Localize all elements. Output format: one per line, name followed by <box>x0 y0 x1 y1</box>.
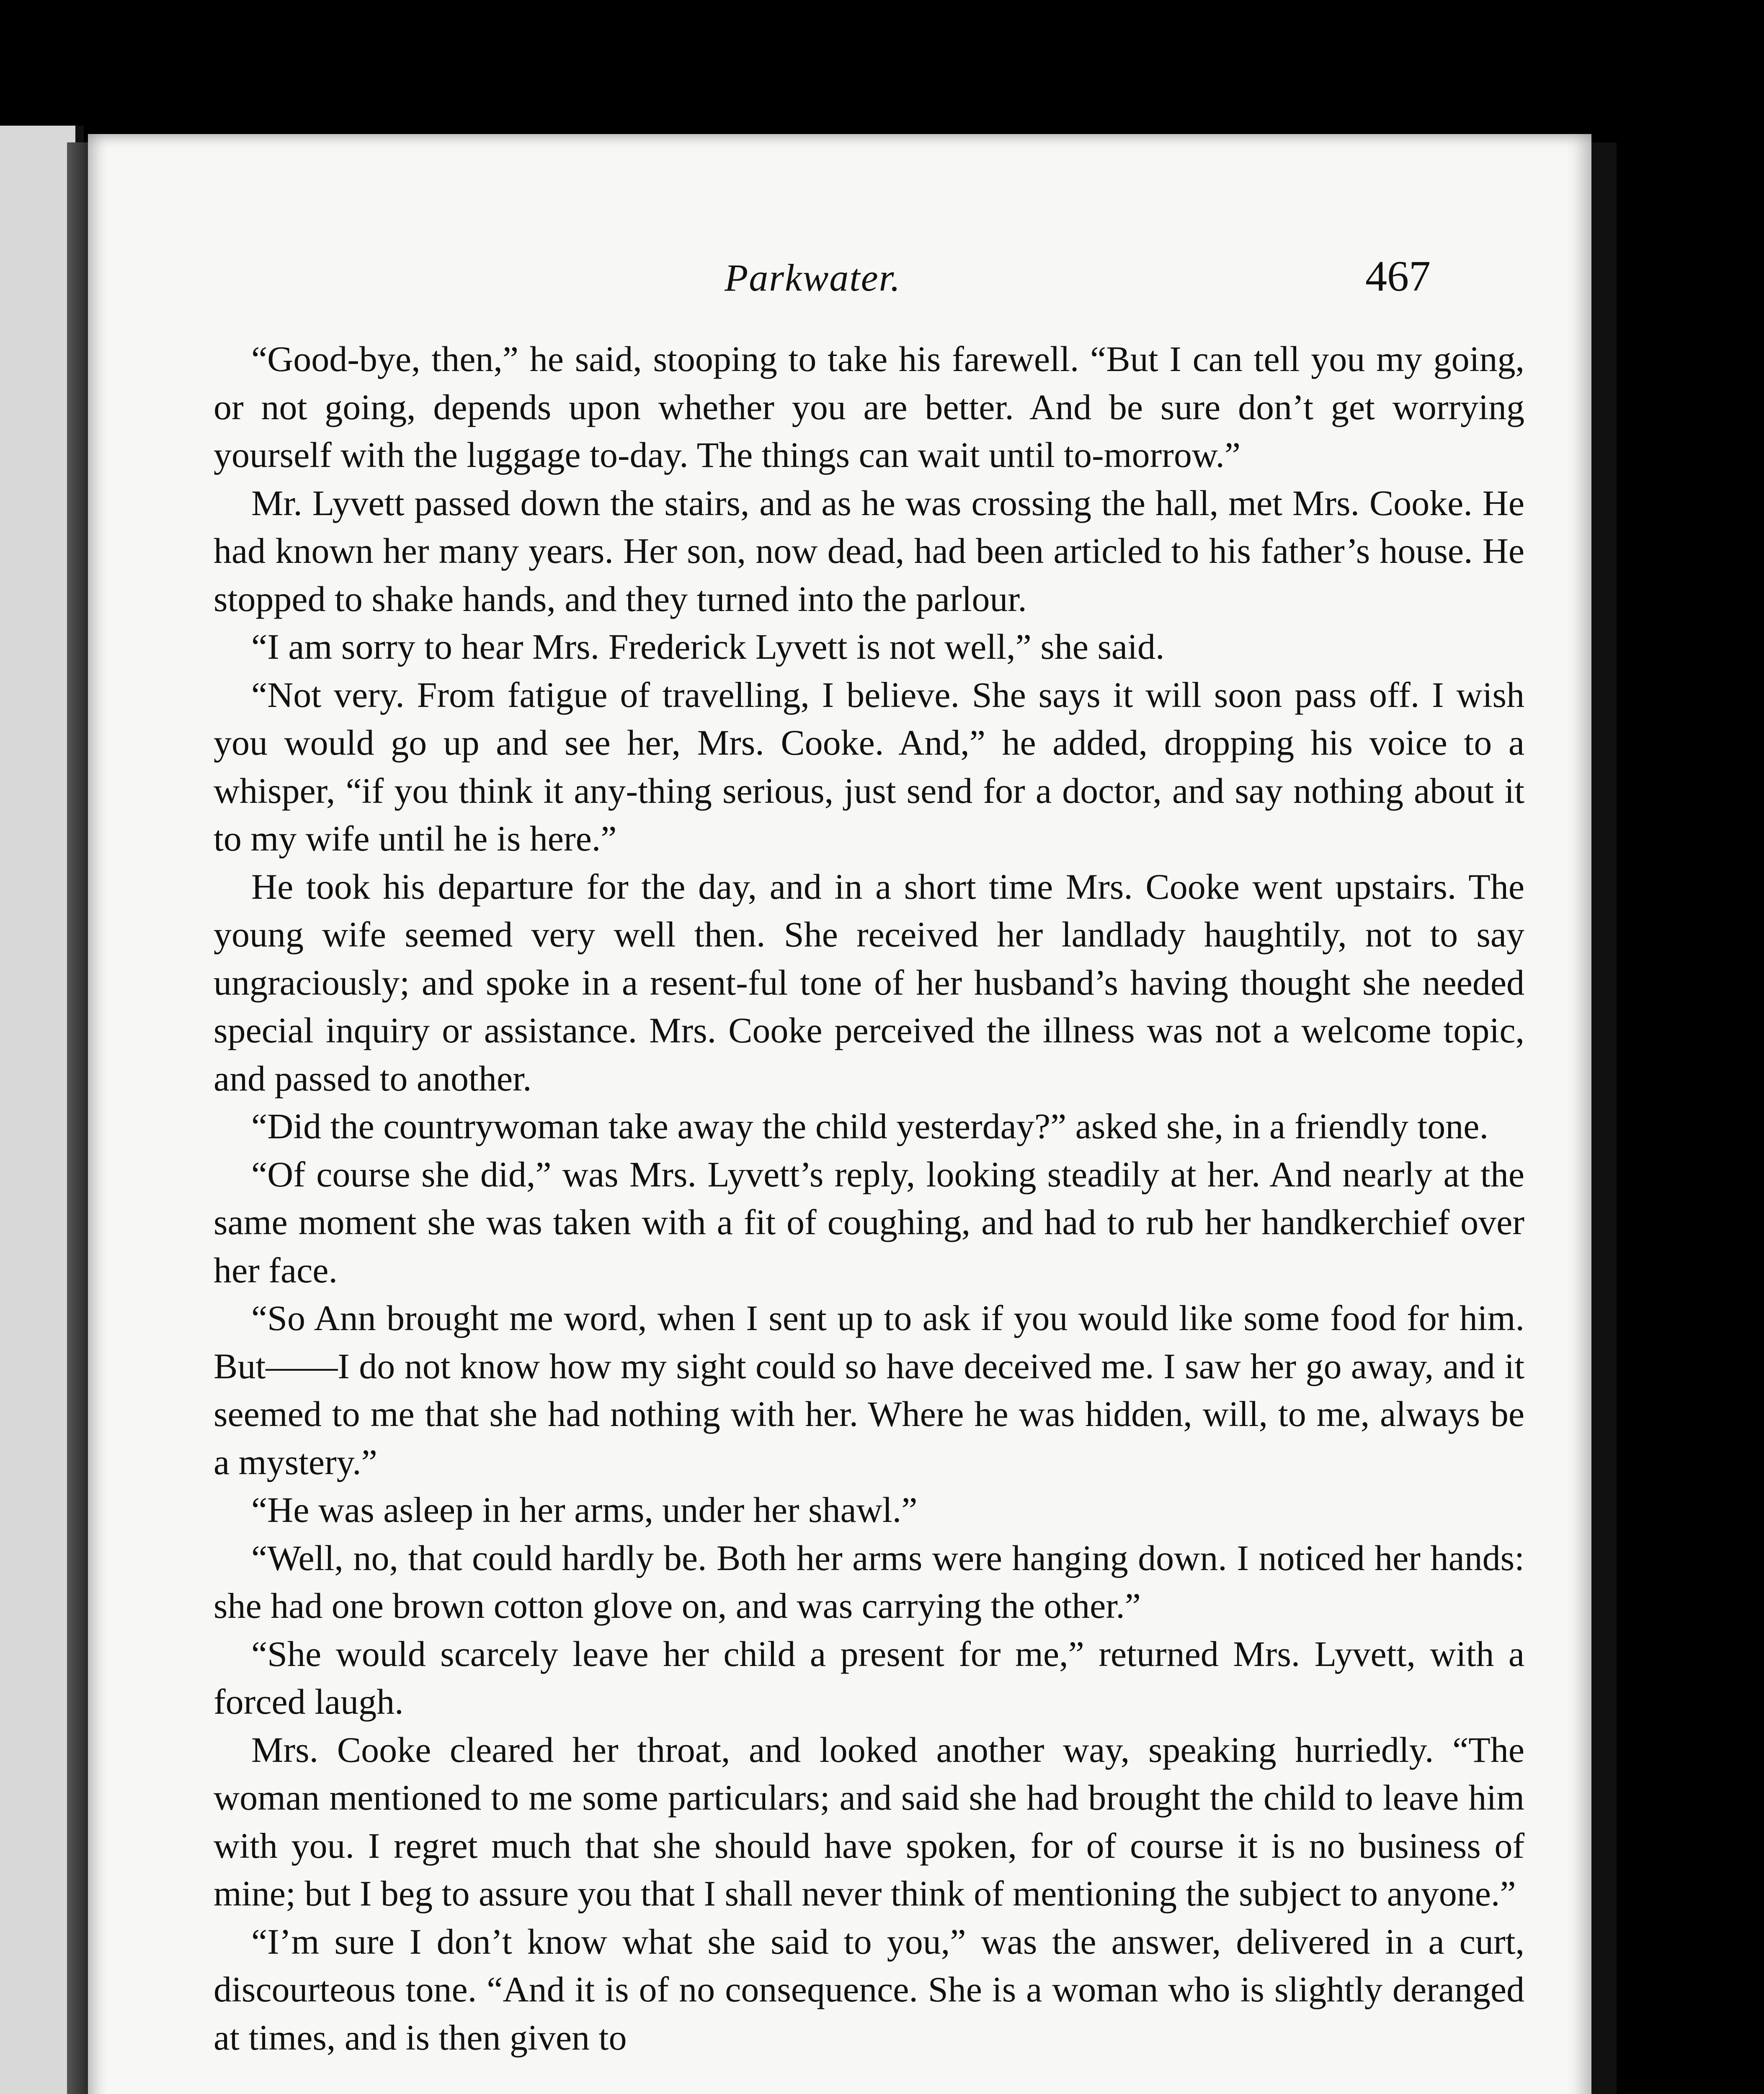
paragraph: He took his departure for the day, and in a short time Mrs. Cooke went upstairs. The young wife seemed very well then. She received her landlady haughtily, not to say ungraciously; and spoke in a resent-ful tone of her husband’s having thought she needed special inquiry or assistance. Mrs. Cooke perceived the illness was not a welcome topic, and passed to another. <box>214 866 1524 1099</box>
paragraph: “Not very. From fatigue of travelling, I believe. She says it will soon pass off. I wish you would go up and see her, Mrs. Cooke. And,” he added, dropping his voice to a whisper, “if you think it any-thing serious, just send for a doctor, and say nothing about it to my wife until he is here.” <box>214 674 1524 859</box>
paragraph: Mrs. Cooke cleared her throat, and looked another way, speaking hurriedly. “The woman mentioned to me some particulars; and said she had brought the child to leave him with you. I regret much that she should have spoken, for of course it is no business of mine; but I beg to assure you that I shall never think of mentioning the subject to anyone.” <box>214 1729 1524 1913</box>
book-page <box>88 134 1591 2094</box>
running-title: Parkwater. <box>725 256 901 299</box>
body-text <box>214 335 1524 2061</box>
page-header <box>88 252 1591 310</box>
paragraph: Mr. Lyvett passed down the stairs, and as he was crossing the hall, met Mrs. Cooke. He had known her many years. Her son, now dead, had been articled to his father’s house. He stopped to shake hands, and they turned into the parlour. <box>214 482 1524 619</box>
paragraph: “Good-bye, then,” he said, stooping to take his farewell. “But I can tell you my going, or not going, depends upon whether you are better. And be sure don’t get worrying yourself with the luggage to-day. The things can wait until to-morrow.” <box>214 339 1524 475</box>
page-number: 467 <box>1365 252 1431 300</box>
paragraph: “Well, no, that could hardly be. Both her arms were hanging down. I noticed her hands: she had one brown cotton glove on, and was carrying the other.” <box>214 1537 1524 1626</box>
paragraph: “I’m sure I don’t know what she said to you,” was the answer, delivered in a curt, discourteous tone. “And it is of no consequence. She is a woman who is slightly deranged at times, and is then given to <box>214 1921 1524 2058</box>
page-edge-shadow <box>1591 142 1617 2094</box>
paragraph: “Did the countrywoman take away the child yesterday?” asked she, in a friendly tone. <box>251 1106 1488 1146</box>
paragraph: “She would scarcely leave her child a present for me,” returned Mrs. Lyvett, with a forced laugh. <box>214 1633 1524 1722</box>
paragraph: “He was asleep in her arms, under her shawl.” <box>251 1490 918 1530</box>
paragraph: “Of course she did,” was Mrs. Lyvett’s reply, looking steadily at her. And nearly at the same moment she was taken with a fit of coughing, and had to rub her handkerchief over her face. <box>214 1154 1524 1290</box>
paragraph: “So Ann brought me word, when I sent up to ask if you would like some food for him. But——I do not know how my sight could so have deceived me. I saw her go away, and it seemed to me that she had nothing with her. Where he was hidden, will, to me, always be a mystery.” <box>214 1298 1524 1482</box>
paragraph: “I am sorry to hear Mrs. Frederick Lyvett is not well,” she said. <box>251 627 1165 667</box>
